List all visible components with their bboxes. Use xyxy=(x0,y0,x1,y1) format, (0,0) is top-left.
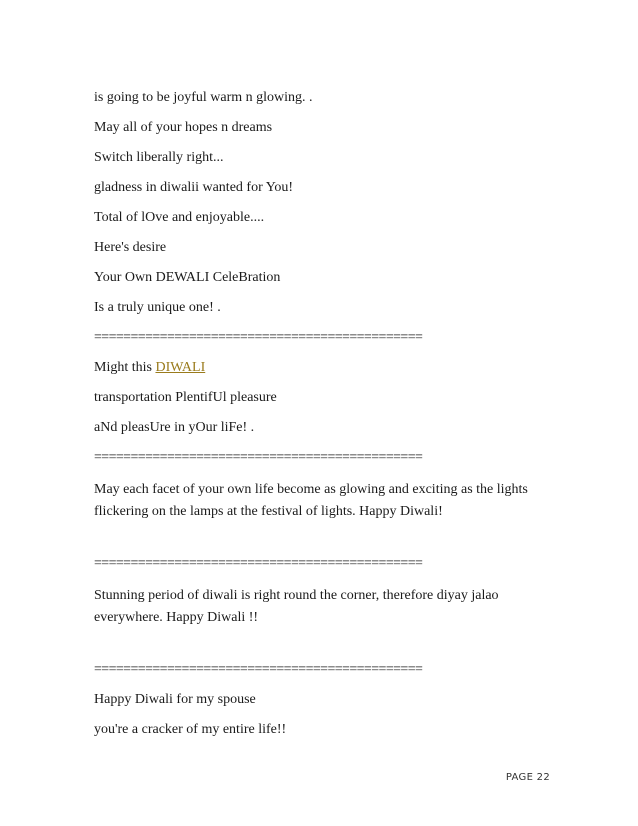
diwali-link[interactable]: DIWALI xyxy=(155,360,206,375)
text-line: Your Own DEWALI CeleBration xyxy=(94,270,281,285)
text-line-with-link xyxy=(94,359,534,377)
separator-line: ============================================= xyxy=(94,330,423,345)
spacer xyxy=(94,641,534,661)
text-line: aNd pleasUre in yOur liFe! . xyxy=(94,420,255,435)
text-line: you're a cracker of my entire life!! xyxy=(94,722,287,737)
text-line: Switch liberally right... xyxy=(94,150,224,165)
text-line: May all of your hopes n dreams xyxy=(94,120,273,135)
page-number: PAGE 22 xyxy=(505,772,550,783)
text-line: transportation PlentifUl pleasure xyxy=(94,390,277,405)
spacer xyxy=(94,535,534,555)
text-line: Here's desire xyxy=(94,240,167,255)
text-line: Is a truly unique one! . xyxy=(94,300,221,315)
text-paragraph: Stunning period of diwali is right round the corner, therefore diyay jalao everywhere. Happy Diwali !! xyxy=(94,588,499,625)
text-line: gladness in diwalii wanted for You! xyxy=(94,180,294,195)
separator-line: ============================================= xyxy=(94,662,423,677)
text-line: Happy Diwali for my spouse xyxy=(94,692,256,707)
text-line: Total of lOve and enjoyable.... xyxy=(94,210,265,225)
text-line: is going to be joyful warm n glowing. . xyxy=(94,90,313,105)
separator-line: ============================================= xyxy=(94,556,423,571)
separator-line: ============================================= xyxy=(94,450,423,465)
text-prefix: Might this xyxy=(94,360,156,375)
page-content xyxy=(94,89,534,751)
text-paragraph: May each facet of your own life become as glowing and exciting as the lights flickering on the lamps at the festival of lights. Happy Diwali! xyxy=(94,482,528,519)
